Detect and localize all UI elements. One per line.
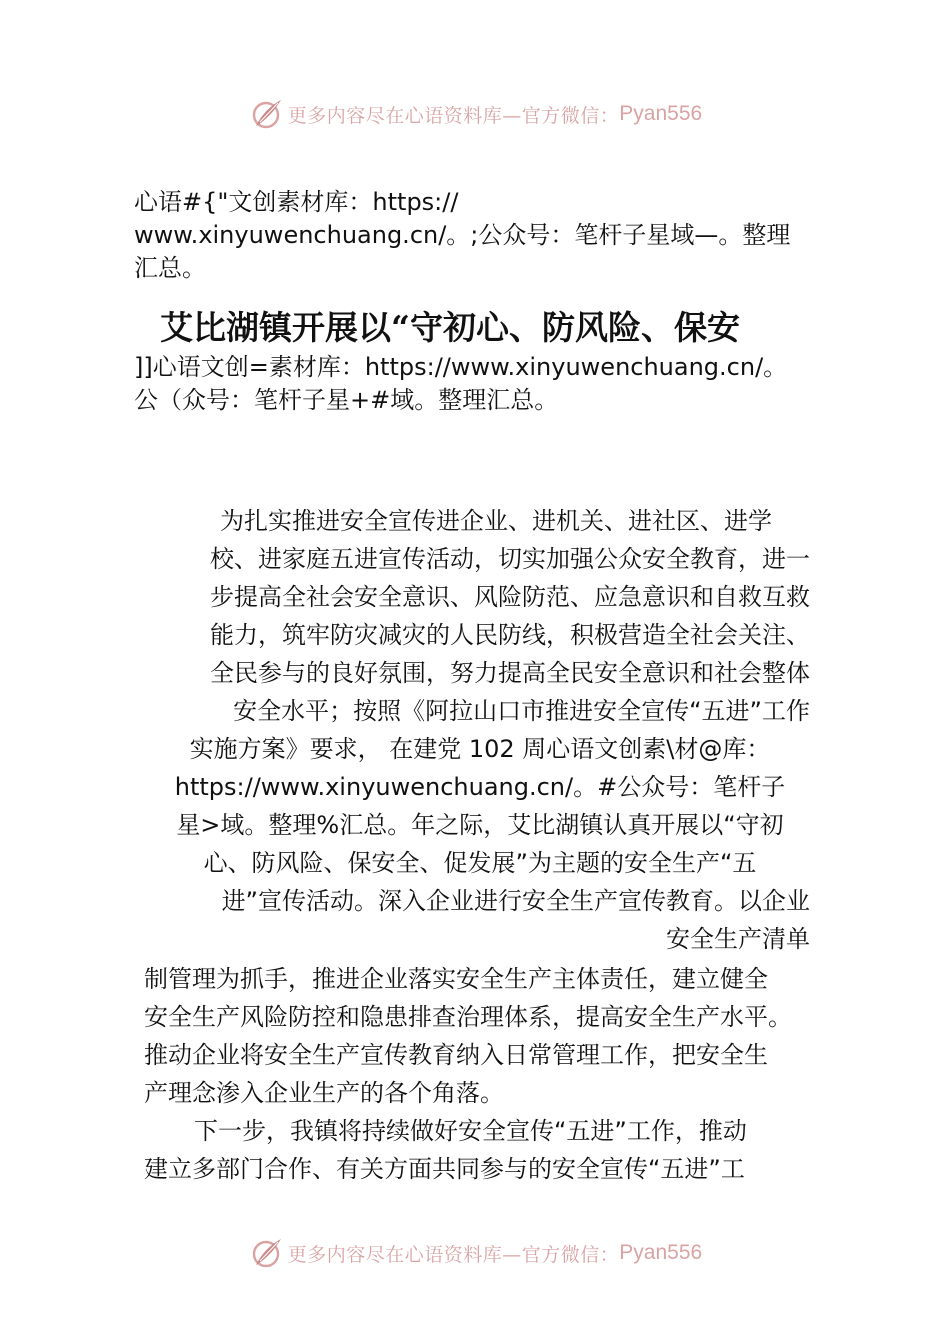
text-line: 进”宣传活动。深入企业进行安全生产宣传教育。以企业: [221, 887, 810, 915]
banner-text: 更多内容尽在心语资料库—官方微信：: [287, 104, 620, 127]
text-line: 校、进家庭五进宣传活动，切实加强公众安全教育，进一: [210, 545, 810, 573]
text-line: 步提高全社会安全意识、风险防范、应急意识和自救互救: [210, 583, 810, 611]
text-line: 下一步，我镇将持续做好安全宣传“五进”工作，推动: [194, 1117, 747, 1145]
text-line: 公（众号：笔杆子星+#域。整理汇总。: [134, 386, 559, 414]
text-line: 安全生产风险防控和隐患排查治理体系，提高安全生产水平。: [144, 1003, 792, 1031]
text-line: 安全生产清单: [666, 925, 810, 953]
body-paragraph-1: [150, 502, 810, 958]
text-line: 汇总。: [134, 254, 206, 282]
text-line: 推动企业将安全生产宣传教育纳入日常管理工作，把安全生: [144, 1041, 768, 1069]
header-banner: [0, 94, 950, 134]
article-title: 艾比湖镇开展以“守初心、防风险、保安: [160, 308, 740, 347]
banner-text: 更多内容尽在心语资料库—官方微信：: [287, 1243, 620, 1266]
text-line: 为扎实推进安全宣传进企业、进机关、进社区、进学: [220, 507, 772, 535]
text-line: 心语#{"文创素材库：https://: [134, 188, 459, 216]
text-line: 制管理为抓手，推进企业落实安全生产主体责任，建立健全: [144, 965, 768, 993]
quill-logo-icon: [248, 1235, 284, 1271]
body-paragraph-2: [144, 960, 814, 1188]
banner-wechat-id: Pyan556: [619, 1241, 703, 1264]
footer-banner: [0, 1233, 950, 1273]
text-line: https://www.xinyuwenchuang.cn/。#公众号：笔杆子: [174, 773, 786, 801]
banner-wechat-id: Pyan556: [619, 102, 703, 125]
text-line: 心、防风险、保安全、促发展”为主题的安全生产“五: [203, 849, 757, 877]
text-line: 建立多部门合作、有关方面共同参与的安全宣传“五进”工: [144, 1155, 745, 1183]
quill-logo-icon: [248, 96, 284, 132]
text-line: www.xinyuwenchuang.cn/。;公众号：笔杆子星域—。整理: [134, 221, 791, 249]
text-line: 实施方案》要求， 在建党 102 周心语文创素\材@库：: [189, 735, 771, 763]
text-line: ]]心语文创=素材库：https://www.xinyuwenchuang.cn/。: [134, 353, 788, 381]
text-line: 安全水平；按照《阿拉山口市推进安全宣传“五进”工作: [233, 697, 810, 725]
secondary-watermark-text: [134, 351, 787, 417]
intro-watermark-text: [134, 186, 790, 285]
text-line: 全民参与的良好氛围，努力提高全民安全意识和社会整体: [210, 659, 810, 687]
text-line: 星>域。整理%汇总。年之际，艾比湖镇认真开展以“守初: [176, 811, 784, 839]
text-line: 产理念渗入企业生产的各个角落。: [144, 1079, 504, 1107]
text-line: 能力，筑牢防灾减灾的人民防线，积极营造全社会关注、: [210, 621, 810, 649]
